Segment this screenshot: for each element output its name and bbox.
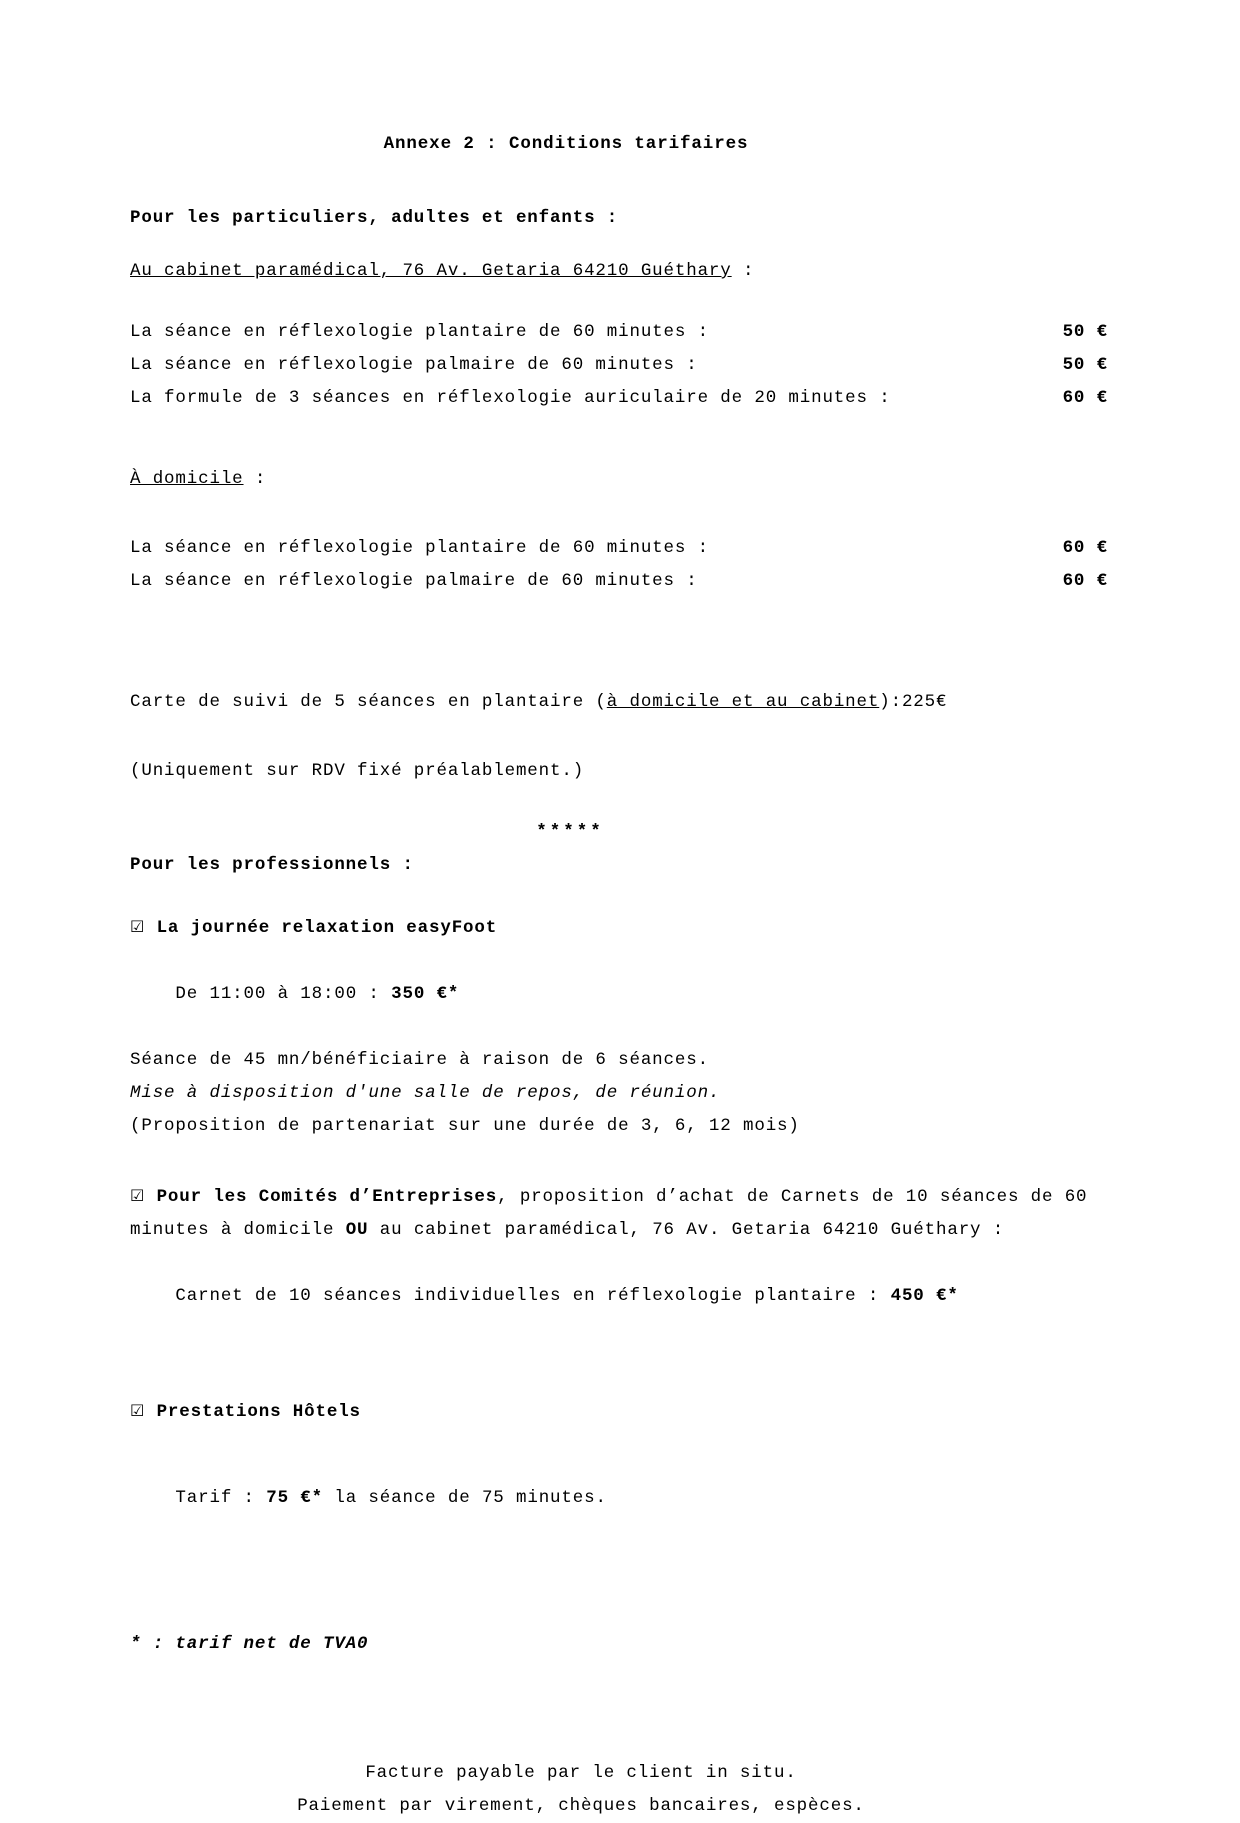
offer-tarif-suffix: la séance de 75 minutes.	[323, 1488, 607, 1508]
offer-title: Pour les Comités d’Entreprises	[156, 1187, 498, 1207]
offer-carnet-line	[130, 1247, 1110, 1346]
price-label: La formule de 3 séances en réflexologie auriculaire de 20 minutes :	[130, 388, 891, 408]
checkbox-checked-icon: ☑	[130, 1401, 146, 1420]
rdv-note: (Uniquement sur RDV fixé préalablement.)	[130, 761, 585, 781]
price-amount: 50 €	[1062, 322, 1108, 342]
price-amount: 60 €	[1062, 538, 1108, 558]
offer-item-journee-relaxation	[130, 910, 1110, 945]
offer-tarif-hotels	[130, 1449, 1110, 1548]
carte-underlined: à domicile et au cabinet	[606, 692, 880, 712]
subheading-domicile	[130, 463, 1110, 496]
subheading-cabinet	[130, 255, 1110, 288]
carte-price: 225€	[901, 692, 948, 712]
offer-detail-price: 350 €*	[391, 984, 460, 1004]
subheading-cabinet-label: Au cabinet paramédical, 76 Av. Getaria 64210 Guéthary	[130, 261, 732, 281]
offer-detail-salle: Mise à disposition d'une salle de repos, de réunion.	[130, 1083, 721, 1103]
section-heading-professionnels: Pour les professionnels :	[130, 855, 414, 875]
offer-detail-text: De 11:00 à 18:00 :	[175, 984, 392, 1004]
offer-tarif-prefix: Tarif :	[175, 1488, 267, 1508]
section-separator: *****	[536, 822, 604, 842]
footnote-tva: * : tarif net de TVA0	[130, 1634, 369, 1654]
checkbox-checked-icon: ☑	[130, 1186, 146, 1205]
offer-carnet-price: 450 €*	[890, 1286, 959, 1306]
footer-line-1: Facture payable par le client in situ.	[365, 1763, 797, 1783]
subheading-cabinet-colon: :	[731, 261, 755, 281]
price-amount: 50 €	[1062, 355, 1108, 375]
offer-para-ou: OU	[345, 1220, 369, 1240]
price-row	[130, 565, 1110, 598]
offer-item-prestations-hotels	[130, 1394, 1110, 1429]
price-label: La séance en réflexologie plantaire de 60 minutes :	[130, 538, 709, 558]
price-row	[130, 382, 1110, 415]
price-label: La séance en réflexologie plantaire de 60 minutes :	[130, 322, 709, 342]
carte-prefix: Carte de suivi de 5 séances en plantaire (	[130, 692, 607, 712]
offer-carnet-label: Carnet de 10 séances individuelles en réflexologie plantaire :	[175, 1286, 891, 1306]
price-row	[130, 349, 1110, 382]
offer-para-part2: au cabinet paramédical, 76 Av. Getaria 64210 Guéthary :	[368, 1220, 1005, 1240]
offer-item-comites-entreprises	[130, 1179, 1110, 1247]
offer-tarif-price: 75 €*	[266, 1488, 324, 1508]
offer-detail-horaire	[130, 945, 1110, 1044]
price-label: La séance en réflexologie palmaire de 60 minutes :	[130, 355, 698, 375]
carte-suffix: ):	[879, 692, 902, 712]
price-amount: 60 €	[1062, 388, 1108, 408]
offer-title: Prestations Hôtels	[156, 1402, 361, 1422]
price-row	[130, 532, 1110, 565]
subheading-domicile-colon: :	[243, 469, 267, 489]
section-heading-particuliers: Pour les particuliers, adultes et enfants :	[130, 208, 619, 228]
carte-suivi-row	[130, 686, 1110, 719]
price-row	[130, 316, 1110, 349]
subheading-domicile-label: À domicile	[130, 469, 244, 489]
page-title: Annexe 2 : Conditions tarifaires	[383, 134, 749, 154]
price-label: La séance en réflexologie palmaire de 60 minutes :	[130, 571, 698, 591]
checkbox-checked-icon: ☑	[130, 917, 146, 936]
price-amount: 60 €	[1062, 571, 1108, 591]
offer-detail-seance: Séance de 45 mn/bénéficiaire à raison de 6 séances.	[130, 1050, 709, 1070]
offer-detail-partenariat: (Proposition de partenariat sur une durée de 3, 6, 12 mois)	[130, 1116, 800, 1136]
offer-title: La journée relaxation easyFoot	[156, 918, 498, 938]
offer-para-part1: , proposition d’achat de Carnets de 10 séances de 60 minutes à domicile	[130, 1187, 1088, 1240]
footer-line-2: Paiement par virement, chèques bancaires, espèces.	[297, 1796, 865, 1816]
